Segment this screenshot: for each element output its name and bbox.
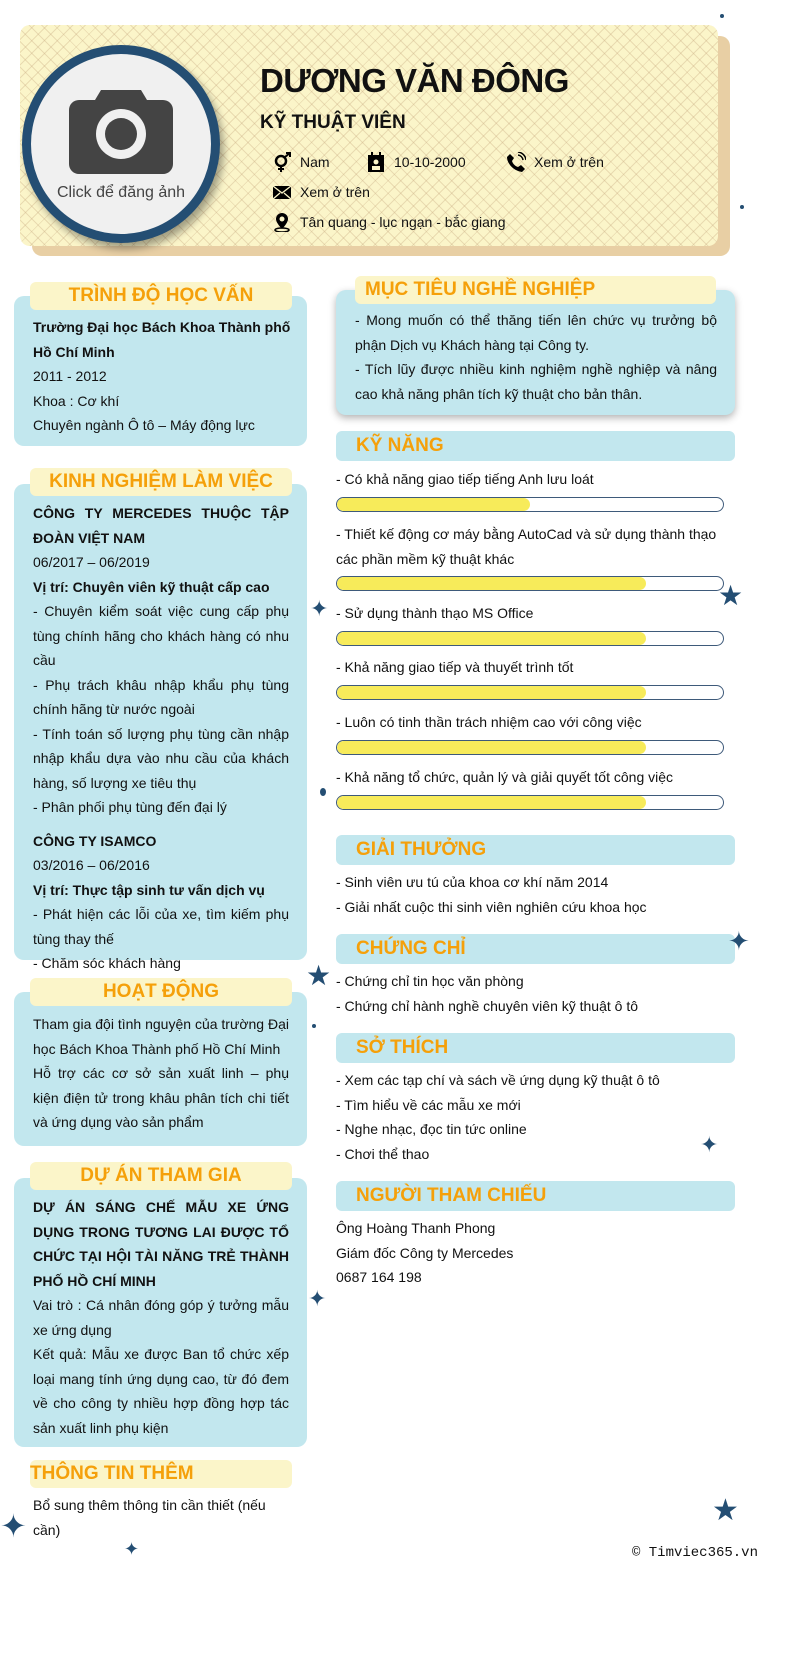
award-item: - Sinh viên ưu tú của khoa cơ khí năm 2014: [336, 874, 609, 890]
reference-title: NGƯỜI THAM CHIẾU: [336, 1181, 735, 1211]
address-value: Tân quang - lục ngạn - bắc giang: [300, 214, 506, 230]
faculty: Khoa : Cơ khí: [33, 392, 120, 409]
projects-title: DỰ ÁN THAM GIA: [30, 1162, 292, 1190]
job-detail: - Phát hiện các lỗi của xe, tìm kiếm phụ tùng thay thế: [33, 906, 289, 947]
location-pin-icon: [272, 212, 292, 232]
job-title: KỸ THUẬT VIÊN: [260, 112, 406, 133]
calendar-icon: [366, 152, 386, 172]
skill-bar-fill: [337, 498, 530, 511]
skill-bar: [336, 497, 724, 512]
dot-decoration: [312, 1024, 316, 1028]
dot-decoration: [320, 788, 326, 796]
star-icon: ✦: [124, 1539, 140, 1559]
skill-label: - Khả năng tổ chức, quản lý và giải quyết tốt công việc: [336, 769, 674, 785]
skill-item: [336, 467, 724, 512]
project-name: DỰ ÁN SÁNG CHẾ MẪU XE ỨNG DỤNG TRONG TƯƠNG LAI ĐƯỢC TỔ CHỨC TẠI HỘI TÀI NĂNG TRẺ THÀNH PHỐ HỒ CHÍ MINH: [33, 1199, 289, 1289]
hobby-item: - Nghe nhạc, đọc tin tức online: [336, 1121, 527, 1137]
gender-icon: [272, 152, 292, 172]
gender-value: Nam: [300, 154, 330, 170]
skill-bar-fill: [337, 686, 646, 699]
footer-brand: © Timviec365.vn: [631, 1545, 758, 1561]
skill-bar-fill: [337, 741, 646, 754]
job-detail: - Chuyên kiểm soát việc cung cấp phụ tùng chính hãng cho khách hàng có nhu cầu: [33, 603, 289, 668]
experience-content: [33, 501, 289, 976]
certificates-title: CHỨNG CHỈ: [336, 934, 735, 964]
reference-position: Giám đốc Công ty Mercedes: [336, 1244, 514, 1261]
job-detail: - Chăm sóc khách hàng: [33, 955, 181, 971]
job-detail: - Phân phối phụ tùng đến đại lý: [33, 799, 227, 815]
phone-value: Xem ở trên: [534, 154, 604, 170]
star-icon: ✦: [308, 1286, 327, 1311]
objective-item: - Tích lũy được nhiều kinh nghiệm nghề nghiệp và nâng cao khả năng phân tích kỹ thuật cho bản thân.: [355, 361, 717, 402]
star-icon: ✦: [700, 1132, 719, 1157]
certificate-item: - Chứng chỉ tin học văn phòng: [336, 973, 524, 989]
skill-bar: [336, 576, 724, 591]
company-name: CÔNG TY ISAMCO: [33, 832, 157, 849]
skill-bar: [336, 685, 724, 700]
star-icon: ★: [718, 580, 744, 611]
star-icon: ✦: [728, 926, 750, 956]
skill-label: - Thiết kế động cơ máy bằng AutoCad và sử dụng thành thạo các phần mềm kỹ thuật khác: [336, 526, 717, 567]
dot-decoration: [740, 205, 744, 209]
email-value: Xem ở trên: [300, 184, 370, 200]
skill-item: [336, 710, 724, 755]
star-icon: ★: [712, 1494, 739, 1527]
hobby-item: - Chơi thể thao: [336, 1145, 430, 1162]
activity-item: Tham gia đội tình nguyện của trường Đại học Bách Khoa Thành phố Hồ Chí Minh: [33, 1016, 289, 1057]
reference-name: Ông Hoàng Thanh Phong: [336, 1220, 496, 1236]
hobby-item: - Tìm hiểu về các mẫu xe mới: [336, 1096, 521, 1113]
address-info: [272, 212, 505, 232]
skill-label: - Sử dụng thành thạo MS Office: [336, 605, 534, 621]
skill-label: - Khả năng giao tiếp và thuyết trình tốt: [336, 659, 574, 675]
extra-title: THÔNG TIN THÊM: [30, 1460, 292, 1488]
awards-content: [336, 870, 735, 919]
education-content: [33, 315, 293, 438]
skill-bar: [336, 740, 724, 755]
star-icon: ✦: [0, 1508, 27, 1544]
candidate-name: DƯƠNG VĂN ĐÔNG: [260, 62, 569, 99]
star-icon: ✦: [310, 596, 329, 621]
star-icon: ★: [306, 960, 332, 991]
skill-bar-fill: [337, 577, 646, 590]
phone-info: [506, 152, 604, 172]
education-years: 2011 - 2012: [33, 368, 107, 384]
extra-text: Bổ sung thêm thông tin cần thiết (nếu cần): [33, 1497, 266, 1538]
skill-bar: [336, 631, 724, 646]
objective-item: - Mong muốn có thể thăng tiến lên chức vụ trưởng bộ phận Dịch vụ Khách hàng tại Công ty.: [355, 312, 717, 353]
job-period: 06/2017 – 06/2019: [33, 554, 150, 570]
activities-content: [33, 1012, 289, 1135]
phone-icon: [506, 152, 526, 172]
dot-decoration: [720, 14, 724, 18]
avatar-upload[interactable]: [22, 45, 220, 243]
skill-label: - Có khả năng giao tiếp tiếng Anh lưu loát: [336, 471, 594, 487]
skill-bar-fill: [337, 796, 646, 809]
gender-info: [272, 152, 330, 172]
school-name: Trường Đại học Bách Khoa Thành phố Hồ Chí Minh: [33, 319, 291, 360]
reference-phone: 0687 164 198: [336, 1269, 422, 1285]
skill-label: - Luôn có tinh thần trách nhiệm cao với công việc: [336, 714, 642, 730]
job-detail: - Phụ trách khâu nhập khẩu phụ tùng chính hãng từ nước ngoài: [33, 676, 289, 717]
job-detail: - Tính toán số lượng phụ tùng cần nhập nhập khẩu dựa vào nhu cầu của khách hàng, số lượng xe tiêu thụ: [33, 725, 289, 791]
email-info: [272, 182, 370, 202]
experience-title: KINH NGHIỆM LÀM VIỆC: [30, 468, 292, 496]
birthday-info: [366, 152, 466, 172]
birthday-value: 10-10-2000: [394, 154, 466, 170]
job-position: Vị trí: Chuyên viên kỹ thuật cấp cao: [33, 578, 270, 595]
photo-caption: Click để đăng ảnh: [56, 184, 186, 201]
objective-content: [355, 308, 717, 406]
project-role: Vai trò : Cá nhân đóng góp ý tưởng mẫu xe ứng dụng: [33, 1297, 289, 1338]
project-result: Kết quả: Mẫu xe được Ban tổ chức xếp loại mang tính ứng dụng cao, từ đó đem về cho công ty nhiều hợp đồng hợp tác sản xuất linh phụ kiện: [33, 1346, 289, 1436]
major: Chuyên ngành Ô tô – Máy động lực: [33, 417, 255, 433]
award-item: - Giải nhất cuộc thi sinh viên nghiên cứu khoa học: [336, 898, 647, 915]
hobbies-title: SỞ THÍCH: [336, 1033, 735, 1063]
activities-title: HOẠT ĐỘNG: [30, 978, 292, 1006]
company-name: CÔNG TY MERCEDES THUỘC TẬP ĐOÀN VIỆT NAM: [33, 505, 289, 546]
certificates-content: [336, 969, 735, 1018]
envelope-icon: [272, 182, 292, 202]
certificate-item: - Chứng chỉ hành nghề chuyên viên kỹ thuật ô tô: [336, 997, 639, 1014]
skills-title: KỸ NĂNG: [336, 431, 735, 461]
skill-item: [336, 522, 724, 591]
skill-item: [336, 765, 724, 810]
activity-item: Hỗ trợ các cơ sở sản xuất linh – phụ kiện điện tử trong khâu phân tích chi tiết và ứng dụng vào sản phẩm: [33, 1065, 289, 1130]
awards-title: GIẢI THƯỞNG: [336, 835, 735, 865]
projects-content: [33, 1195, 289, 1440]
job-period: 03/2016 – 06/2016: [33, 857, 150, 873]
skill-item: [336, 655, 724, 700]
reference-content: [336, 1216, 735, 1290]
skill-bar-fill: [337, 632, 646, 645]
education-title: TRÌNH ĐỘ HỌC VẤN: [30, 282, 292, 310]
job-position: Vị trí: Thực tập sinh tư vấn dịch vụ: [33, 881, 265, 898]
objective-title: MỤC TIÊU NGHỀ NGHIỆP: [355, 276, 716, 304]
hobbies-content: [336, 1068, 735, 1166]
camera-icon: [69, 84, 173, 174]
hobby-item: - Xem các tạp chí và sách về ứng dụng kỹ thuật ô tô: [336, 1072, 660, 1088]
skill-item: [336, 601, 724, 646]
skill-bar: [336, 795, 724, 810]
